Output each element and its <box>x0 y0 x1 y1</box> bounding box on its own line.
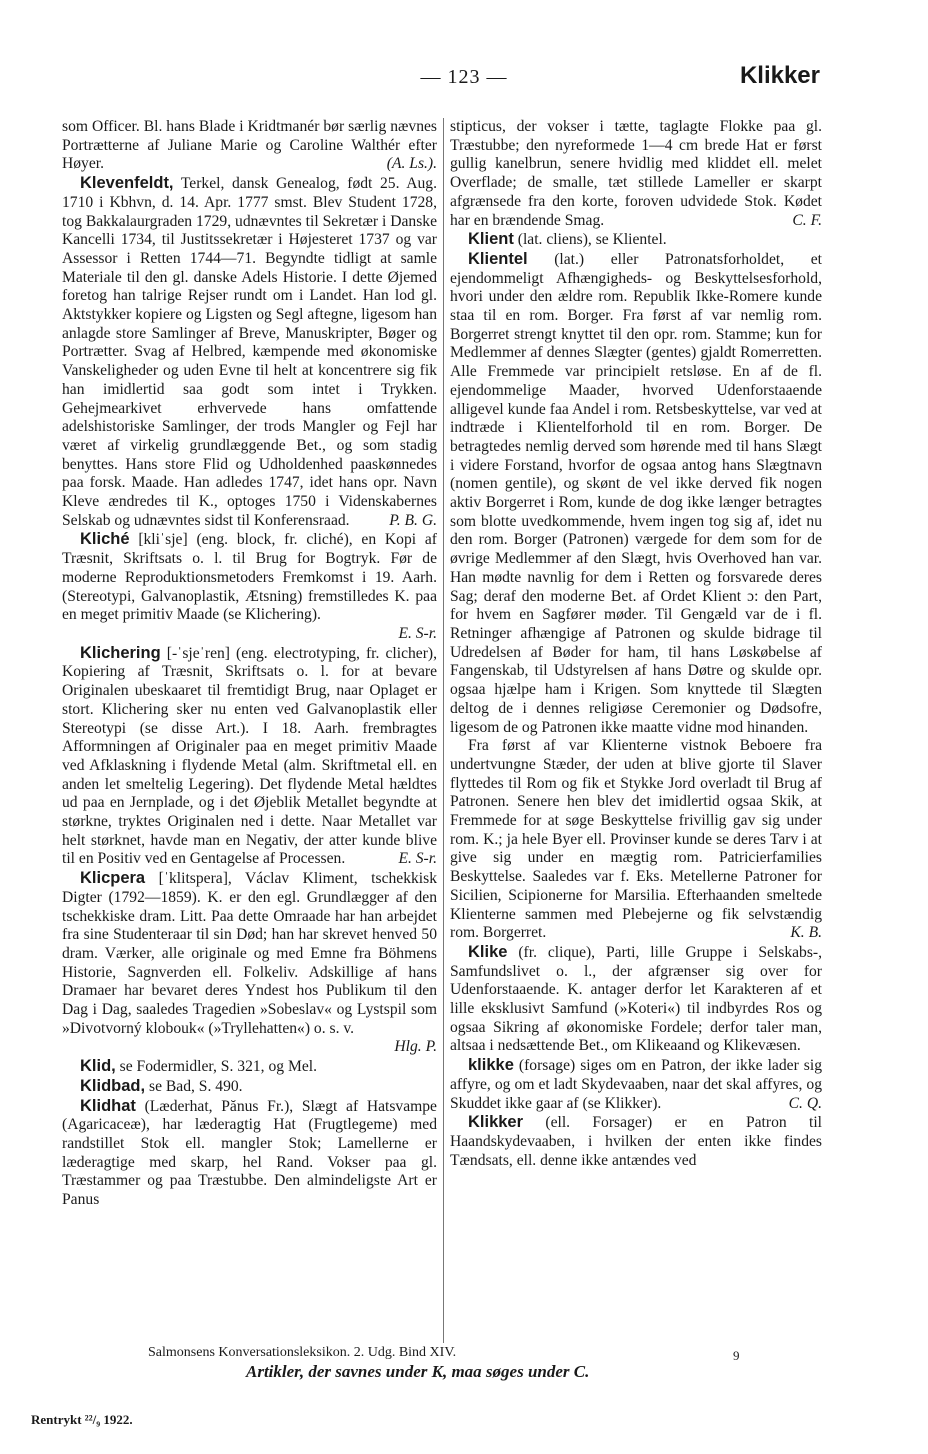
entry-paragraph <box>450 118 822 230</box>
author-signature: P. B. G. <box>389 511 437 529</box>
author-signature: Hlg. P. <box>394 1038 437 1056</box>
entry-klientel <box>450 250 822 737</box>
entry-text: [-ˈsjeˈren] (eng. electrotyping, fr. clicher), Kopiering af Træsnit, Skriftsats o. l. for at bevare Originalen ubeskaaret til fremtidigt Brug, naar Oplaget er stort. Klichering sker nu enten ved Galvanoplastik eller Stereotypi (se disse Art.). I 18. Aarh. frembragtes Afformningen af Originaler paa en meget primitiv Maade ved Afklaskning i flydende Metal (alm. Skriftmetal ell. en anden let smeltelig Legering). Det flydende Metal hældtes ud paa en Jernplade, og i det Øjeblik Metallet begyndte at størkne, tryktes Originalen ned i dette. Naar Metallet var helt størknet, havde man en Negativ, der atter kunde blive til en Positiv ved en Gentagelse af Processen. <box>62 644 438 868</box>
entry-text: Terkel, dansk Genealog, født 25. Aug. 1710 i Kbhvn, d. 14. Apr. 1777 smst. Blev Student 1728, tog Bakkalaurgraden 1729, udnævntes til Sekretær i Danske Kancelli 1734, til Justitssekretær i Højesteret 1737 og var Assessor i Retten 1744—71. Begyndte tidligt at samle Materiale til den gl. danske Adels Historie. I dette Øjemed foretog han talrige Rejser rundt om i Landet. Han lod gl. Aktstykker kopiere og Ligsten og Segl aftegne, ligesom han anlagde store Samlinger af Breve, Manuskripter, Bøger og Portrætter. Svag af Helbred, kæmpende med økonomiske Vanskeligheder og uden Evne til helt at koncentrere sig fik han imidlertid saa godt som intet i Trykken. Gehejmearkivet erhvervede hans omfattende adelshistoriske Samlinger, der trods Mangler og Fejl har været af virkelig grundlæggende Bet., og som stadig benyttes. Hans store Flid og Udholdenhed paaskønnedes paa forsk. Maade. Han adledes 1747, idet hans opr. Navn Kleve ændredes til K., optoges 1750 i Videnskabernes Selskab og udnævntes sidst til Konferensraad. <box>62 175 437 529</box>
entry-klevenfeldt <box>62 174 437 530</box>
entry-text: som Officer. Bl. hans Blade i Kridtmanér bør særlig nævnes Portrætterne af Juliane Marie og Caroline Walthér efter Høyer. <box>62 118 437 173</box>
entry-headword: Kliché <box>80 530 130 549</box>
entry-klid <box>62 1057 437 1077</box>
entry-text: se Bad, S. 490. <box>149 1077 243 1095</box>
right-column <box>450 118 822 1170</box>
author-signature: C. F. <box>792 211 822 229</box>
entry-paragraph <box>450 737 822 943</box>
entry-headword: Klevenfeldt, <box>80 174 174 193</box>
entry-klidbad <box>62 1077 437 1097</box>
author-signature: C. Q. <box>788 1094 822 1112</box>
column-divider <box>443 118 444 1343</box>
author-signature: (A. Ls.). <box>386 155 437 173</box>
entry-headword: Klientel <box>468 249 528 268</box>
entry-text: Fra først af var Klienterne vistnok Beboere fra undertvungne Stæder, der uden at blive gjorte til Slaver flyttedes til Rom og fik et Stykke Jord overladt til Brug af Patronen. Senere hen blev det imidlertid ogsaa Skik, at Fremmede for at søge Beskyttelse frivillig gav sig under rom. K.; ja hele Byer ell. Provinser kunde se deres Tarv i at give sig under en mægtig rom. Patricierfamilies Beskyttelse. Saaledes var f. Eks. Metellerne Patroner for Sicilien, Scipionerne for Marsilia. Efterhaanden smeltede Klienterne sammen med Plebejerne og fik selvstændig rom. Borgerret. <box>450 737 822 942</box>
entry-text: [kliˈsje] (eng. block, fr. cliché), en Kopi af Træsnit, Skriftsats o. l. til Brug for Bogtryk. Før de moderne Reproduktionsmetoders Fremkomst i 19. Aarh. (Stereotypi, Galvanoplastik, Ætsning) fremstilledes K. paa en meget primitiv Maade (se Klichering). <box>62 531 437 624</box>
entry-headword: Klikker <box>468 1113 524 1132</box>
footer-sheet-number: 9 <box>733 1348 740 1363</box>
left-column <box>62 118 437 1210</box>
author-signature: E. S-r. <box>398 850 437 868</box>
entry-klidhat <box>62 1097 437 1210</box>
entry-klike <box>450 943 822 1056</box>
entry-paragraph <box>62 118 437 174</box>
entry-klient <box>450 230 822 250</box>
entry-headword: Klicpera <box>80 869 146 888</box>
entry-text: (Læderhat, Pănus Fr.), Slægt af Hatsvampe (Agaricaceæ), har læderagtig Hat (Frugtlegeme) med randstillet Stok ell. mangler Stok; Lamellerne er læderagtige med skarp, hel Rand. Vokser paa gl. Træstammer og paa Træstubbe. Den almindeligste Art er Panus <box>62 1097 437 1209</box>
entry-headword: Klike <box>468 942 508 961</box>
footer-source: Salmonsens Konversationsleksikon. 2. Udg. Bind XIV. <box>148 1345 457 1360</box>
entry-headword: Klid, <box>80 1057 116 1076</box>
author-signature: K. B. <box>790 924 822 942</box>
entry-text: (lat. cliens), se Klientel. <box>517 231 667 249</box>
entry-headword: Klidbad, <box>80 1076 146 1095</box>
entry-headword: Klidhat <box>80 1096 136 1115</box>
entry-klich <box>62 530 437 625</box>
entry-text: (forsage) siges om en Patron, der ikke lader sig affyre, og om et ladt Skydevaaben, naar det skal affyres, og Skuddet ikke gaar af (se Klikker). <box>450 1057 822 1112</box>
entry-text: (fr. clique), Parti, lille Gruppe i Selskabs-, Samfundslivet o. l., der afgrænser sig over for Udenforstaaende. K. antager derfor let Karakteren af et lille eksklusivt Samfund (»Koteri«) til indbyrdes Ros og ogsaa Sikring af økonomiske Fordele; derfor taler man, altsaa i nedsættende Bet., om Klikeaand og Klikevæsen. <box>450 943 822 1055</box>
entry-klichering <box>62 644 437 869</box>
author-signature: E. S-r. <box>398 624 437 642</box>
entry-text: se Fodermidler, S. 321, og Mel. <box>119 1058 317 1076</box>
page-number: — 123 — <box>420 66 508 88</box>
entry-text: (ell. Forsager) er en Patron til Haandskydevaaben, i hvilken der enten ikke findes Tændsats, ell. denne ikke antændes ved <box>450 1114 822 1169</box>
entry-headword: Klichering <box>80 643 161 662</box>
entry-headword: Klient <box>468 230 514 249</box>
entry-headword: klikke <box>468 1056 514 1075</box>
entry-text: [ˈklitspera], Václav Kliment, tschekkisk Digter (1792—1859). K. er den egl. Grundlægger af den tschekkiske dram. Litt. Paa dette Omraade har han arbejdet fra sine Studenteraar til sin Død; han har skrevet henved 50 dram. Værker, alle originale og med Emne fra Böhmens Historie, Sagnverden ell. Folkeliv. Adskillige af hans Dramaer har bevaret deres Yndest hos Publikum til den Dag i Dag, saaledes Tragedien »Sobeslav« og Lystspil som »Divotvorný klobouk« (»Tryllehatten«) o. s. v. <box>62 870 437 1037</box>
footer-note: Artikler, der savnes under K, maa søges under C. <box>246 1362 590 1381</box>
entry-text: stipticus, der vokser i tætte, taglagte Flokke paa gl. Træstubbe; den nyreformede 1—4 cm brede Hat er først gullig kanelbrun, senere hvidlig med kliddet ell. melet Overflade; de smalle, tæt stillede Lameller er skarpt afgrænsede fra den korte, foroven udvidede Stok. Kødet har en brændende Smag. <box>450 118 822 229</box>
entry-text: (lat.) eller Patronatsforholdet, et ejendommeligt Afhængigheds- og Beskyttelsesforhold, hvori under den ældre rom. Republik Ikke-Romere kunde staa til en rom. Borger. Fra først af var nemlig rom. Borgerret strengt knyttet til den opr. rom. Stamme; kun for Medlemmer af dennes Slægter (gentes) gjaldt Romerretten. Alle Fremmede var principielt retsløse. En af de fl. ejendommelige Maader, hvorved Udenforstaaende alligevel kunde faa Andel i rom. Retsbeskyttelse, var ved at indtræde i Klientelforhold til en rom. Borger. De betragtedes nemlig derved som hørende med til hans Slægt i videre Forstand, hvorfor de ogsaa antog hans Slægtnavn (nomen gentile), og skønt de vel ikke derved fik nogen aktiv Borgerret i Rom, kunde de dog ikke længer betragtes som blotte uvedkommende, hvem ingen tog sig af, idet nu den rom. Borger (Patronen) værgede for dem som for de øvrige Medlemmer af den Slægt, hvis Overhoved han var. Han mødte navnlig for dem i Retten og forsvarede deres Sag; deraf den moderne Bet. af Ordet Klient ɔ: den Part, for hvem en Sagfører møder. Til Gengæld var de i fl. Retninger afhængige af Patronen og skulde bidrage til Udredelsen af Bøder for ham, til hans Løskøbelse af Fangenskab, til Udstyrelsen af hans Døtre og skulde opr. ogsaa hjælpe ham i Krigen. Som knyttede til Slægten deltog de i dennes religiøse Ceremonier og Dødsofre, ligesom de og Patronen ikke maatte vidne mod hinanden. <box>450 250 822 736</box>
running-head: Klikker <box>739 62 820 89</box>
entry-klicpera <box>62 869 437 1038</box>
entry-klikker <box>450 1113 822 1170</box>
reprint-note: Rentrykt ²²/₉ 1922. <box>31 1412 133 1427</box>
entry-klikke <box>450 1056 822 1113</box>
